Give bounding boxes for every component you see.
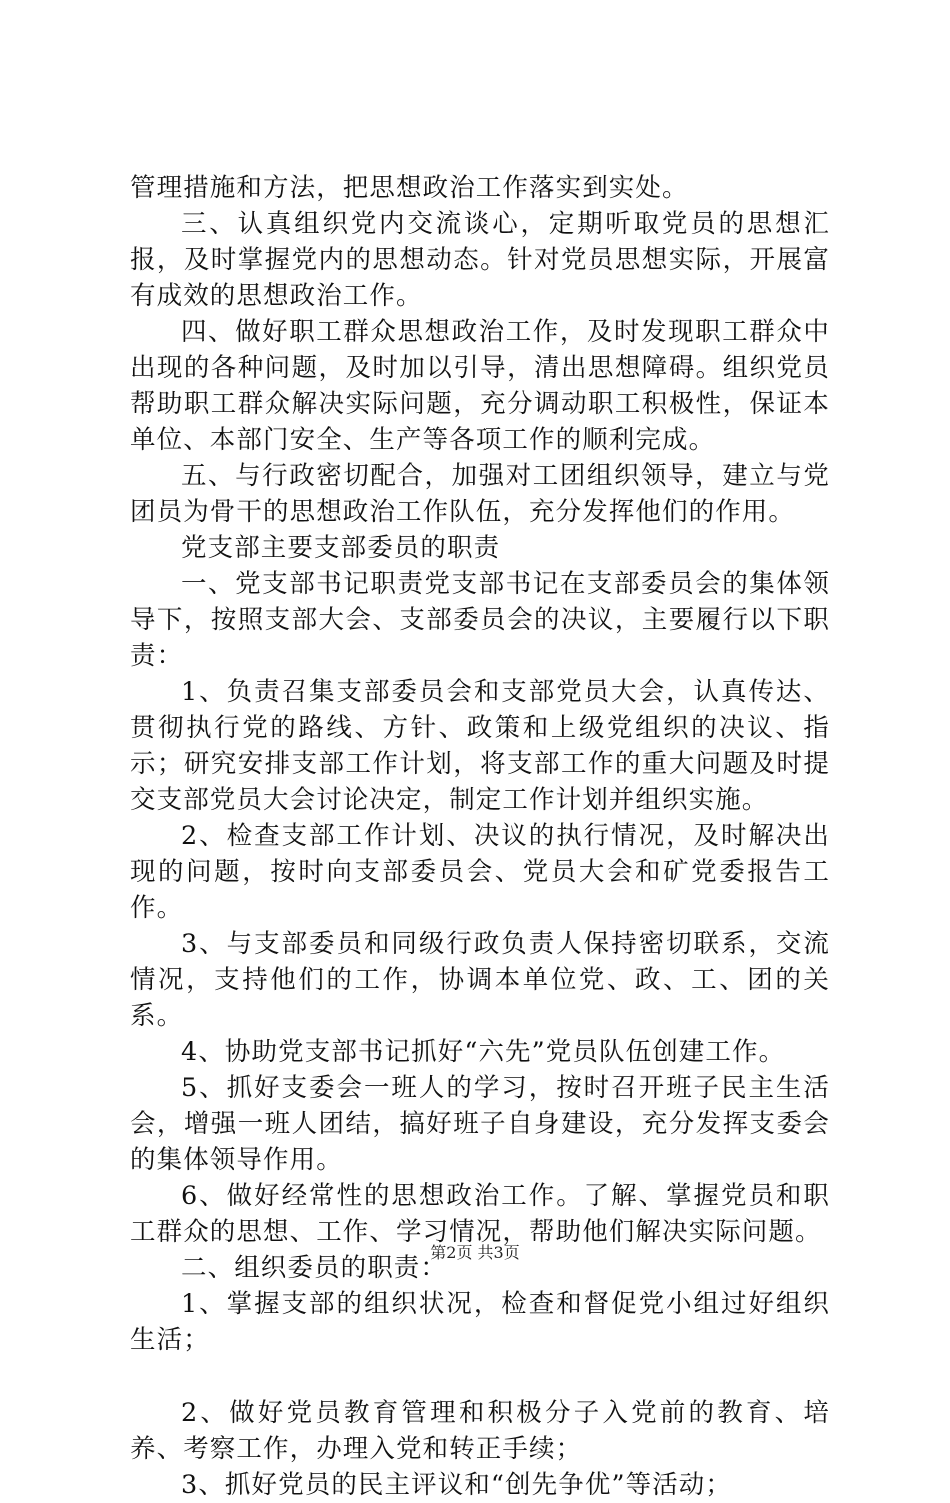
paragraph: 三、认真组织党内交流谈心，定期听取党员的思想汇报，及时掌握党内的思想动态。针对党员思想实际，开展富有成效的思想政治工作。 bbox=[130, 209, 830, 311]
section-heading: 二、组织委员的职责： bbox=[181, 1253, 448, 1283]
paragraph: 一、党支部书记职责党支部书记在支部委员会的集体领导下，按照支部大会、支部委员会的决议，主要履行以下职责： bbox=[130, 569, 830, 671]
list-item: 6、做好经常性的思想政治工作。了解、掌握党员和职工群众的思想、工作、学习情况，帮助他们解决实际问题。 bbox=[130, 1181, 830, 1247]
page-footer bbox=[0, 1243, 950, 1263]
list-item: 2、检查支部工作计划、决议的执行情况，及时解决出现的问题，按时向支部委员会、党员大会和矿党委报告工作。 bbox=[130, 821, 830, 923]
list-item: 5、抓好支委会一班人的学习，按时召开班子民主生活会，增强一班人团结，搞好班子自身建设，充分发挥支委会的集体领导作用。 bbox=[130, 1073, 830, 1175]
list-item: 4、协助党支部书记抓好“六先”党员队伍创建工作。 bbox=[181, 1037, 786, 1067]
document-body bbox=[130, 170, 830, 1503]
paragraph: 五、与行政密切配合，加强对工团组织领导，建立与党团员为骨干的思想政治工作队伍，充分发挥他们的作用。 bbox=[130, 461, 830, 527]
list-item: 1、负责召集支部委员会和支部党员大会，认真传达、贯彻执行党的路线、方针、政策和上级党组织的决议、指示；研究安排支部工作计划，将支部工作的重大问题及时提交支部党员大会讨论决定，制定工作计划并组织实施。 bbox=[130, 677, 830, 815]
list-item: 3、与支部委员和同级行政负责人保持密切联系，交流情况，支持他们的工作，协调本单位党、政、工、团的关系。 bbox=[130, 929, 830, 1031]
list-item: 2、做好党员教育管理和积极分子入党前的教育、培养、考察工作，办理入党和转正手续； bbox=[130, 1398, 830, 1464]
page-number-label: 第2页 共3页 bbox=[430, 1243, 520, 1262]
list-item: 3、抓好党员的民主评议和“创先争优”等活动； bbox=[181, 1470, 732, 1500]
section-heading: 党支部主要支部委员的职责 bbox=[181, 533, 501, 563]
list-item: 1、掌握支部的组织状况，检查和督促党小组过好组织生活； bbox=[130, 1289, 830, 1355]
paragraph: 四、做好职工群众思想政治工作，及时发现职工群众中出现的各种问题，及时加以引导，清出思想障碍。组织党员帮助职工群众解决实际问题，充分调动职工积极性，保证本单位、本部门安全、生产等各项工作的顺利完成。 bbox=[130, 317, 830, 455]
paragraph: 管理措施和方法，把思想政治工作落实到实处。 bbox=[130, 173, 689, 203]
